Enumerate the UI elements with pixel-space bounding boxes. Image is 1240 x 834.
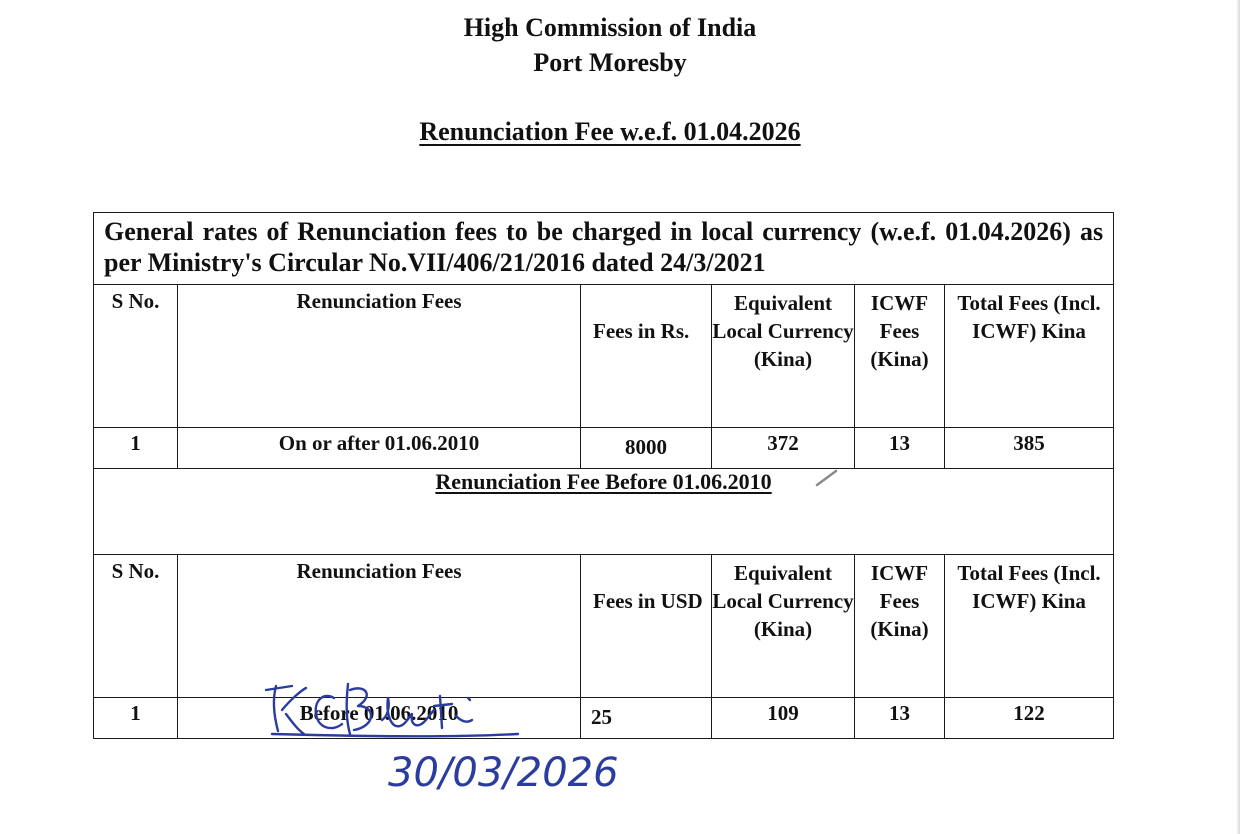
s1-header-total: Total Fees (Incl. ICWF) Kina	[945, 285, 1114, 428]
s1-header-name: Renunciation Fees	[178, 285, 581, 428]
section2-title-row	[94, 469, 1114, 555]
s1-cell-total: 385	[945, 428, 1114, 469]
handwritten-signature	[262, 676, 662, 806]
document-title-text: Renunciation Fee w.e.f. 01.04.2026	[419, 117, 801, 146]
s2-cell-local: 109	[712, 698, 855, 739]
s1-cell-name: On or after 01.06.2010	[178, 428, 581, 469]
caption-row	[94, 213, 1114, 285]
s1-cell-icwf: 13	[855, 428, 945, 469]
s2-header-name: Renunciation Fees	[178, 555, 581, 698]
section2-title-cell	[94, 469, 1114, 555]
pencil-tick-mark	[815, 468, 839, 488]
s1-header-local: Equivalent Local Currency (Kina)	[712, 285, 855, 428]
s2-header-icwf: ICWF Fees (Kina)	[855, 555, 945, 698]
s1-cell-sno: 1	[94, 428, 178, 469]
s1-cell-fees: 8000	[581, 428, 712, 469]
s2-cell-name: Before 01.06.2010	[178, 698, 581, 739]
s2-cell-total: 122	[945, 698, 1114, 739]
s2-header-sno: S No.	[94, 555, 178, 698]
s2-cell-sno: 1	[94, 698, 178, 739]
s1-header-fees: Fees in Rs.	[581, 285, 712, 428]
document-title	[0, 114, 1220, 149]
page-edge	[1236, 0, 1240, 834]
signature-date: 30/03/2026	[388, 750, 619, 796]
city-name: Port Moresby	[533, 48, 687, 77]
s2-cell-icwf: 13	[855, 698, 945, 739]
organization-name: High Commission of India	[463, 13, 757, 42]
section2-title: Renunciation Fee Before 01.06.2010	[435, 469, 772, 494]
s1-header-sno: S No.	[94, 285, 178, 428]
table-row	[94, 428, 1114, 469]
s2-header-total: Total Fees (Incl. ICWF) Kina	[945, 555, 1114, 698]
table-caption: General rates of Renunciation fees to be charged in local currency (w.e.f. 01.04.2026) as per Ministry's Circular No.VII/406/21/2016 dated 24/3/2021	[94, 213, 1114, 285]
s2-header-fees: Fees in USD	[581, 555, 712, 698]
fees-table	[93, 212, 1114, 739]
s1-cell-local: 372	[712, 428, 855, 469]
s2-cell-fees: 25	[581, 698, 712, 739]
s2-header-local: Equivalent Local Currency (Kina)	[712, 555, 855, 698]
s1-header-icwf: ICWF Fees (Kina)	[855, 285, 945, 428]
section1-header-row	[94, 285, 1114, 428]
